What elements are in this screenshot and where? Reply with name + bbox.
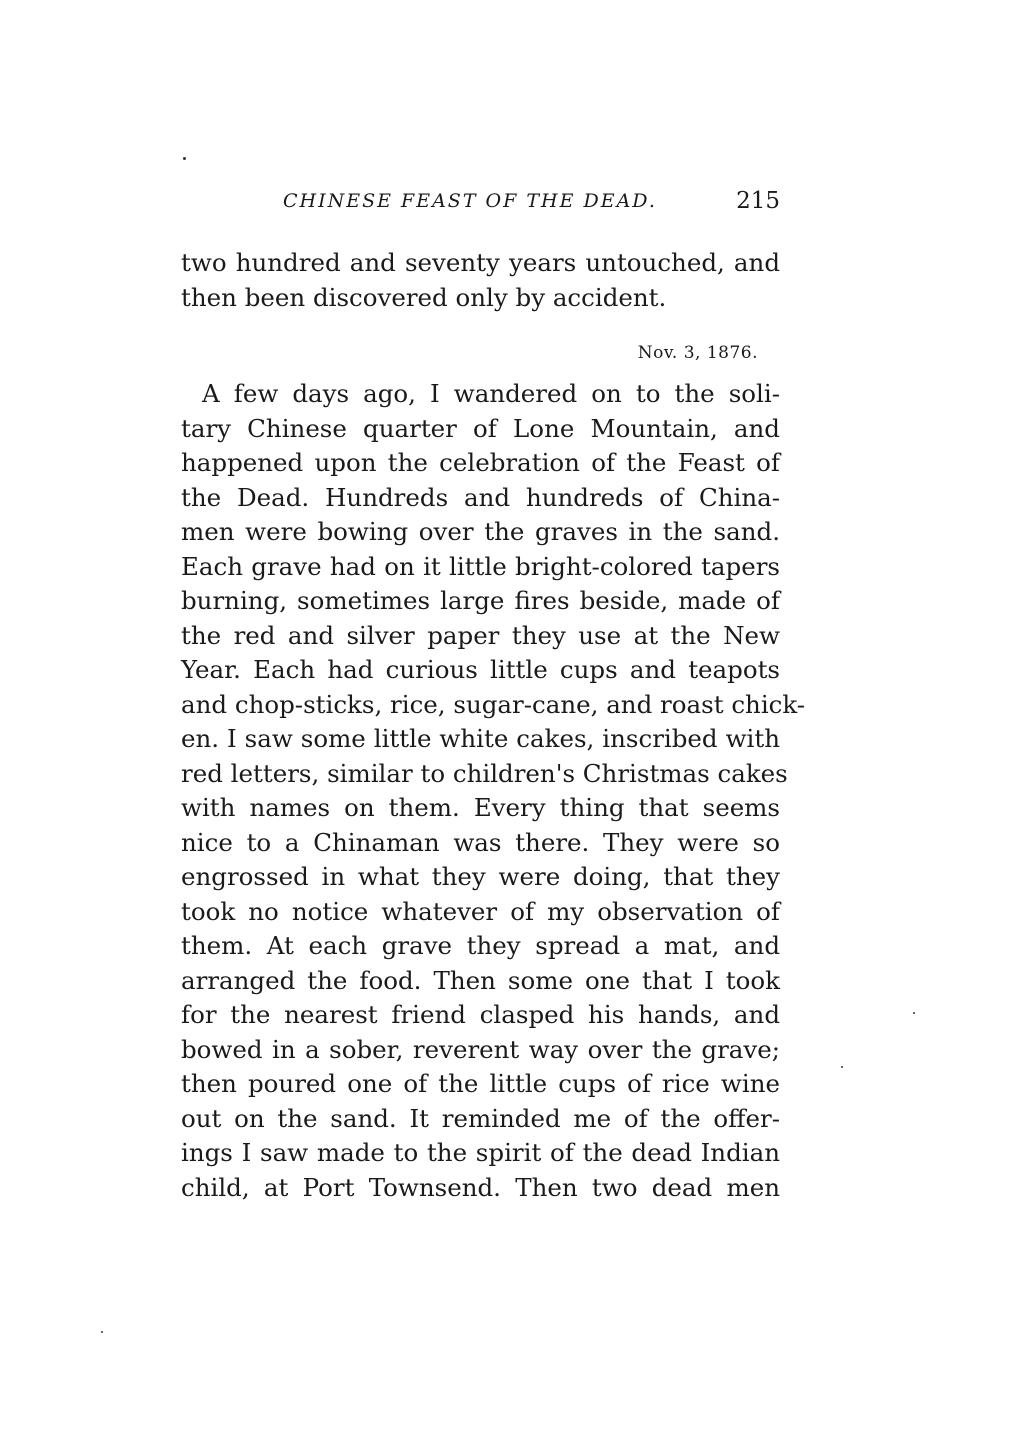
text-line: engrossed in what they were doing, that they (181, 862, 780, 891)
text-line: Year. Each had curious little cups and teapots (181, 655, 780, 684)
text-line: Each grave had on it little bright-colored tapers (181, 551, 780, 581)
dateline (181, 343, 780, 363)
running-title: CHINESE FEAST OF THE DEAD. (283, 190, 657, 212)
text-line: men were bowing over the graves in the sand. (181, 517, 780, 546)
text-line: two hundred and seventy years untouched, and (181, 248, 780, 277)
text-line: en. I saw some little white cakes, inscribed with (181, 724, 780, 753)
text-line: then poured one of the little cups of rice wine (181, 1069, 780, 1098)
text-line: ings I saw made to the spirit of the dead Indian (181, 1138, 780, 1167)
text-line: out on the sand. It reminded me of the offer- (181, 1103, 780, 1133)
dateline-text: Nov. 3, 1876. (637, 343, 758, 363)
text-line: tary Chinese quarter of Lone Mountain, and (181, 413, 780, 443)
text-line: the Dead. Hundreds and hundreds of China- (181, 482, 780, 512)
page-header (178, 190, 780, 220)
text-line: then been discovered only by accident. (181, 282, 667, 312)
scan-speck (841, 1066, 843, 1068)
text-line: burning, sometimes large fires beside, made of (181, 586, 780, 615)
scan-speck (183, 157, 186, 160)
scan-speck (913, 1012, 915, 1014)
text-line: nice to a Chinaman was there. They were so (181, 827, 780, 857)
text-line: A few days ago, I wandered on to the soli- (202, 379, 780, 408)
text-line: with names on them. Every thing that seems (181, 793, 780, 822)
text-line: red letters, similar to children's Christmas cakes (181, 758, 788, 788)
text-line: and chop-sticks, rice, sugar-cane, and roast chick- (181, 689, 806, 719)
paragraph-continued (181, 246, 780, 315)
paragraph-feast (181, 377, 806, 1205)
text-line: arranged the food. Then some one that I took (181, 965, 780, 995)
text-line: them. At each grave they spread a mat, and (181, 931, 780, 960)
text-line: the red and silver paper they use at the New (181, 620, 780, 650)
text-line: for the nearest friend clasped his hands, and (181, 1000, 780, 1029)
text-line: took no notice whatever of my observation of (181, 896, 780, 926)
text-line: child, at Port Townsend. Then two dead men (181, 1172, 780, 1202)
text-line: bowed in a sober, reverent way over the grave; (181, 1034, 780, 1064)
text-line: happened upon the celebration of the Feast of (181, 448, 780, 477)
scan-speck (101, 1331, 103, 1333)
page-number: 215 (736, 188, 780, 214)
